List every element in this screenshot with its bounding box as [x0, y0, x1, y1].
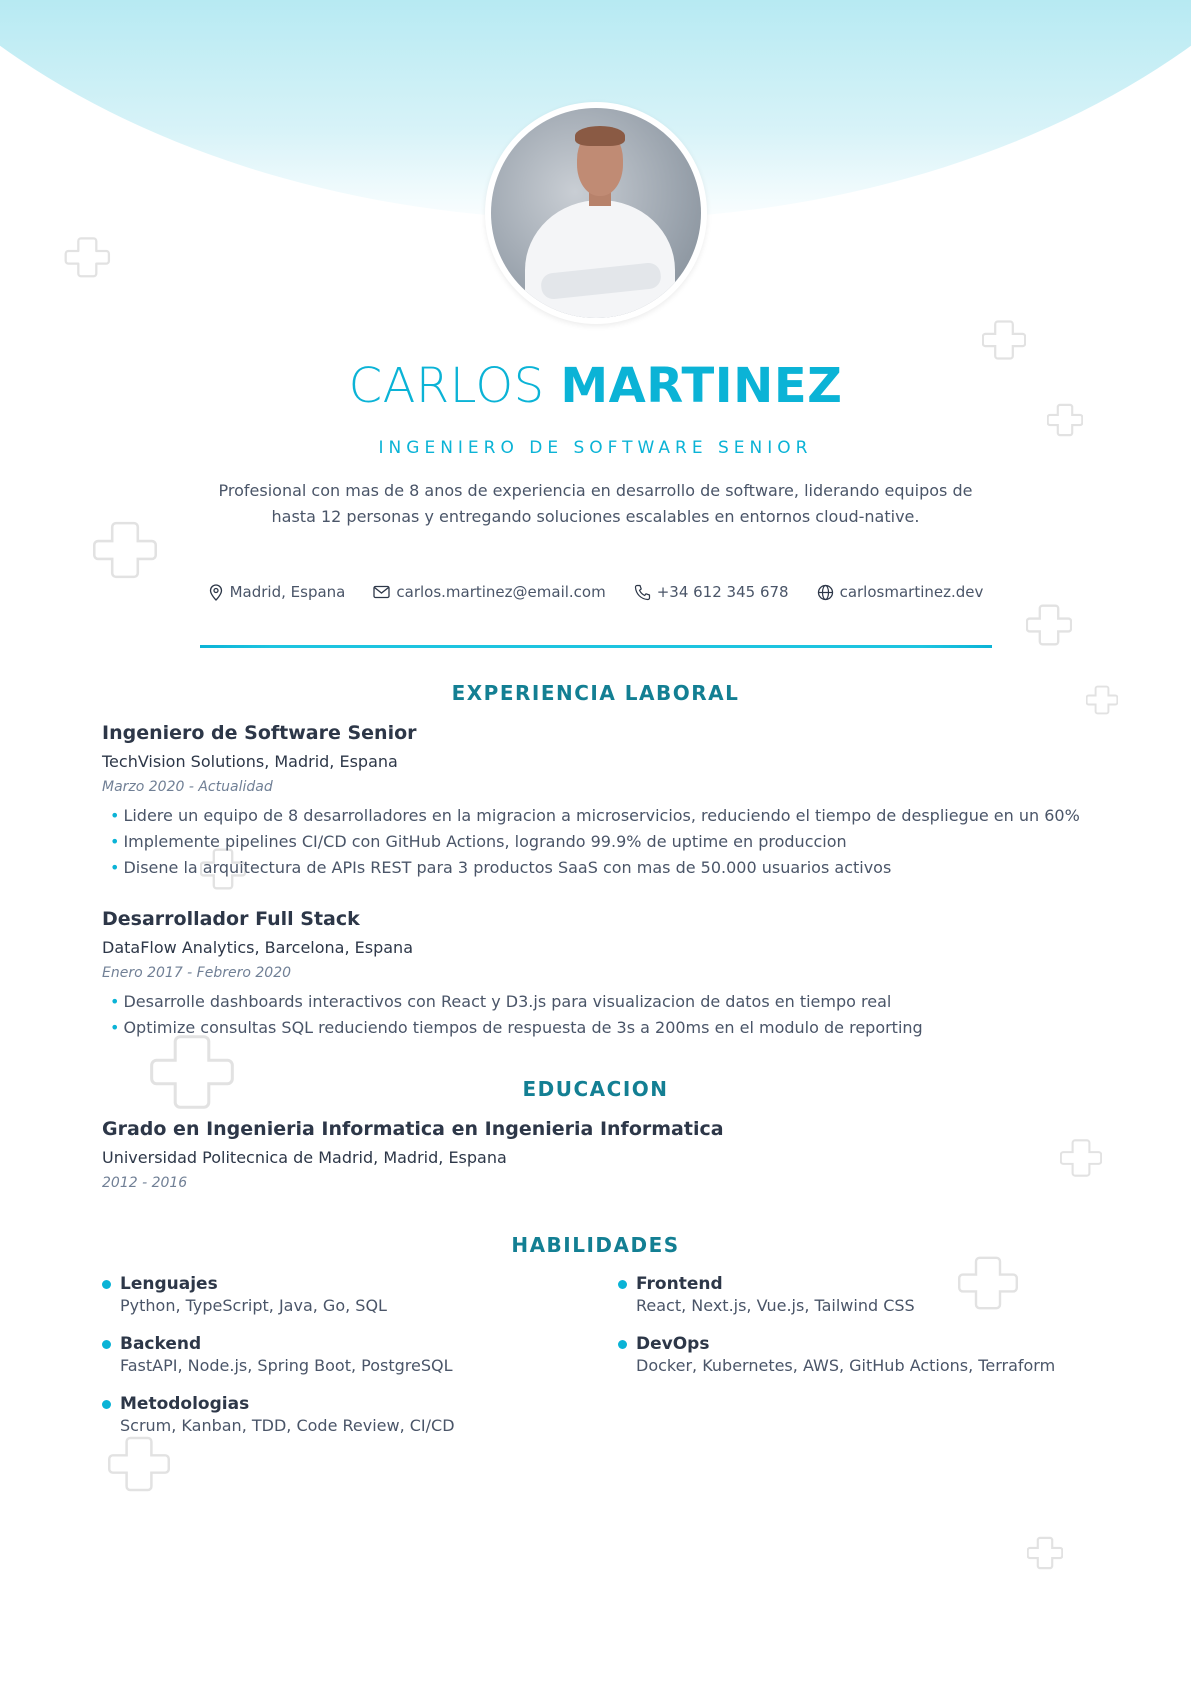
contact-phone[interactable] — [634, 583, 789, 601]
section-title-skills: HABILIDADES — [511, 1233, 680, 1257]
bullet-dot-icon — [102, 1340, 111, 1349]
experience-bullet: • Disene la arquitectura de APIs REST para 3 productos SaaS con mas de 50.000 usuarios activos — [110, 858, 892, 877]
skill-category: Frontend — [636, 1274, 723, 1294]
skill-group — [618, 1332, 1098, 1375]
experience-item — [102, 722, 1102, 884]
skill-group — [102, 1392, 582, 1435]
job-title-headline: INGENIERO DE SOFTWARE SENIOR — [378, 438, 813, 458]
header-divider — [200, 645, 992, 648]
education-degree: Grado en Ingenieria Informatica en Ingenieria Informatica — [102, 1118, 724, 1140]
phone-link[interactable]: +34 612 345 678 — [656, 583, 789, 601]
skill-values: Python, TypeScript, Java, Go, SQL — [120, 1296, 387, 1315]
experience-bullet: • Lidere un equipo de 8 desarrolladores en la migracion a microservicios, reduciendo el tiempo de despliegue en un 60% — [110, 806, 1080, 825]
location-pin-icon — [208, 584, 224, 601]
experience-item — [102, 908, 1102, 1044]
skill-values: Scrum, Kanban, TDD, Code Review, CI/CD — [120, 1416, 455, 1435]
contact-row — [0, 583, 1191, 601]
skill-group — [102, 1272, 582, 1315]
skill-category: Metodologias — [120, 1394, 250, 1414]
skill-group — [618, 1272, 1098, 1315]
decor-cross-icon — [982, 318, 1026, 362]
profile-photo-frame — [485, 102, 707, 324]
decor-cross-icon — [108, 1433, 170, 1495]
decor-cross-icon — [1027, 1535, 1063, 1571]
experience-role: Ingeniero de Software Senior — [102, 722, 417, 744]
education-item — [102, 1118, 1102, 1202]
profile-photo — [491, 108, 701, 318]
contact-website[interactable] — [817, 583, 984, 601]
experience-company: DataFlow Analytics, Barcelona, Espana — [102, 938, 413, 957]
experience-dates: Marzo 2020 - Actualidad — [102, 779, 273, 795]
decor-cross-icon — [93, 518, 157, 582]
bullet-dot-icon — [102, 1280, 111, 1289]
skill-values: React, Next.js, Vue.js, Tailwind CSS — [636, 1296, 915, 1315]
experience-role: Desarrollador Full Stack — [102, 908, 360, 930]
location-text: Madrid, Espana — [229, 583, 346, 601]
first-name: CARLOS — [348, 358, 545, 414]
globe-icon — [817, 584, 834, 601]
phone-icon — [634, 584, 651, 601]
contact-email[interactable] — [373, 583, 605, 601]
bullet-dot-icon: • — [110, 858, 120, 877]
skill-category: DevOps — [636, 1334, 710, 1354]
experience-bullet: • Desarrolle dashboards interactivos con React y D3.js para visualizacion de datos en tiempo real — [110, 992, 892, 1011]
bullet-dot-icon: • — [110, 1018, 120, 1037]
bullet-dot-icon: • — [110, 992, 120, 1011]
experience-dates: Enero 2017 - Febrero 2020 — [102, 965, 292, 981]
mail-icon — [373, 585, 390, 599]
experience-bullet: • Optimize consultas SQL reduciendo tiempos de respuesta de 3s a 200ms en el modulo de reporting — [110, 1018, 923, 1037]
education-school: Universidad Politecnica de Madrid, Madrid, Espana — [102, 1148, 507, 1167]
website-link[interactable]: carlosmartinez.dev — [839, 583, 984, 601]
last-name: MARTINEZ — [560, 358, 843, 414]
bullet-dot-icon: • — [110, 832, 120, 851]
profile-summary: Profesional con mas de 8 anos de experiencia en desarrollo de software, liderando equipos de hasta 12 personas y entregando soluciones escalables en entornos cloud-native. — [218, 481, 973, 526]
decor-cross-icon — [63, 233, 113, 283]
bullet-dot-icon — [618, 1340, 627, 1349]
bullet-dot-icon — [618, 1280, 627, 1289]
skill-group — [102, 1332, 582, 1375]
skill-values: Docker, Kubernetes, AWS, GitHub Actions, Terraform — [636, 1356, 1056, 1375]
section-title-education: EDUCACION — [522, 1077, 669, 1101]
contact-location — [208, 583, 346, 601]
skill-values: FastAPI, Node.js, Spring Boot, PostgreSQL — [120, 1356, 453, 1375]
skill-category: Backend — [120, 1334, 202, 1354]
section-title-experience: EXPERIENCIA LABORAL — [451, 681, 740, 705]
education-dates: 2012 - 2016 — [102, 1175, 188, 1191]
bullet-dot-icon — [102, 1400, 111, 1409]
full-name — [0, 358, 1191, 414]
email-link[interactable]: carlos.martinez@email.com — [396, 583, 606, 601]
experience-company: TechVision Solutions, Madrid, Espana — [102, 752, 398, 771]
decor-cross-icon — [1026, 602, 1072, 648]
bullet-dot-icon: • — [110, 806, 120, 825]
skill-category: Lenguajes — [120, 1274, 218, 1294]
experience-bullet: • Implemente pipelines CI/CD con GitHub Actions, logrando 99.9% de uptime en produccion — [110, 832, 847, 851]
